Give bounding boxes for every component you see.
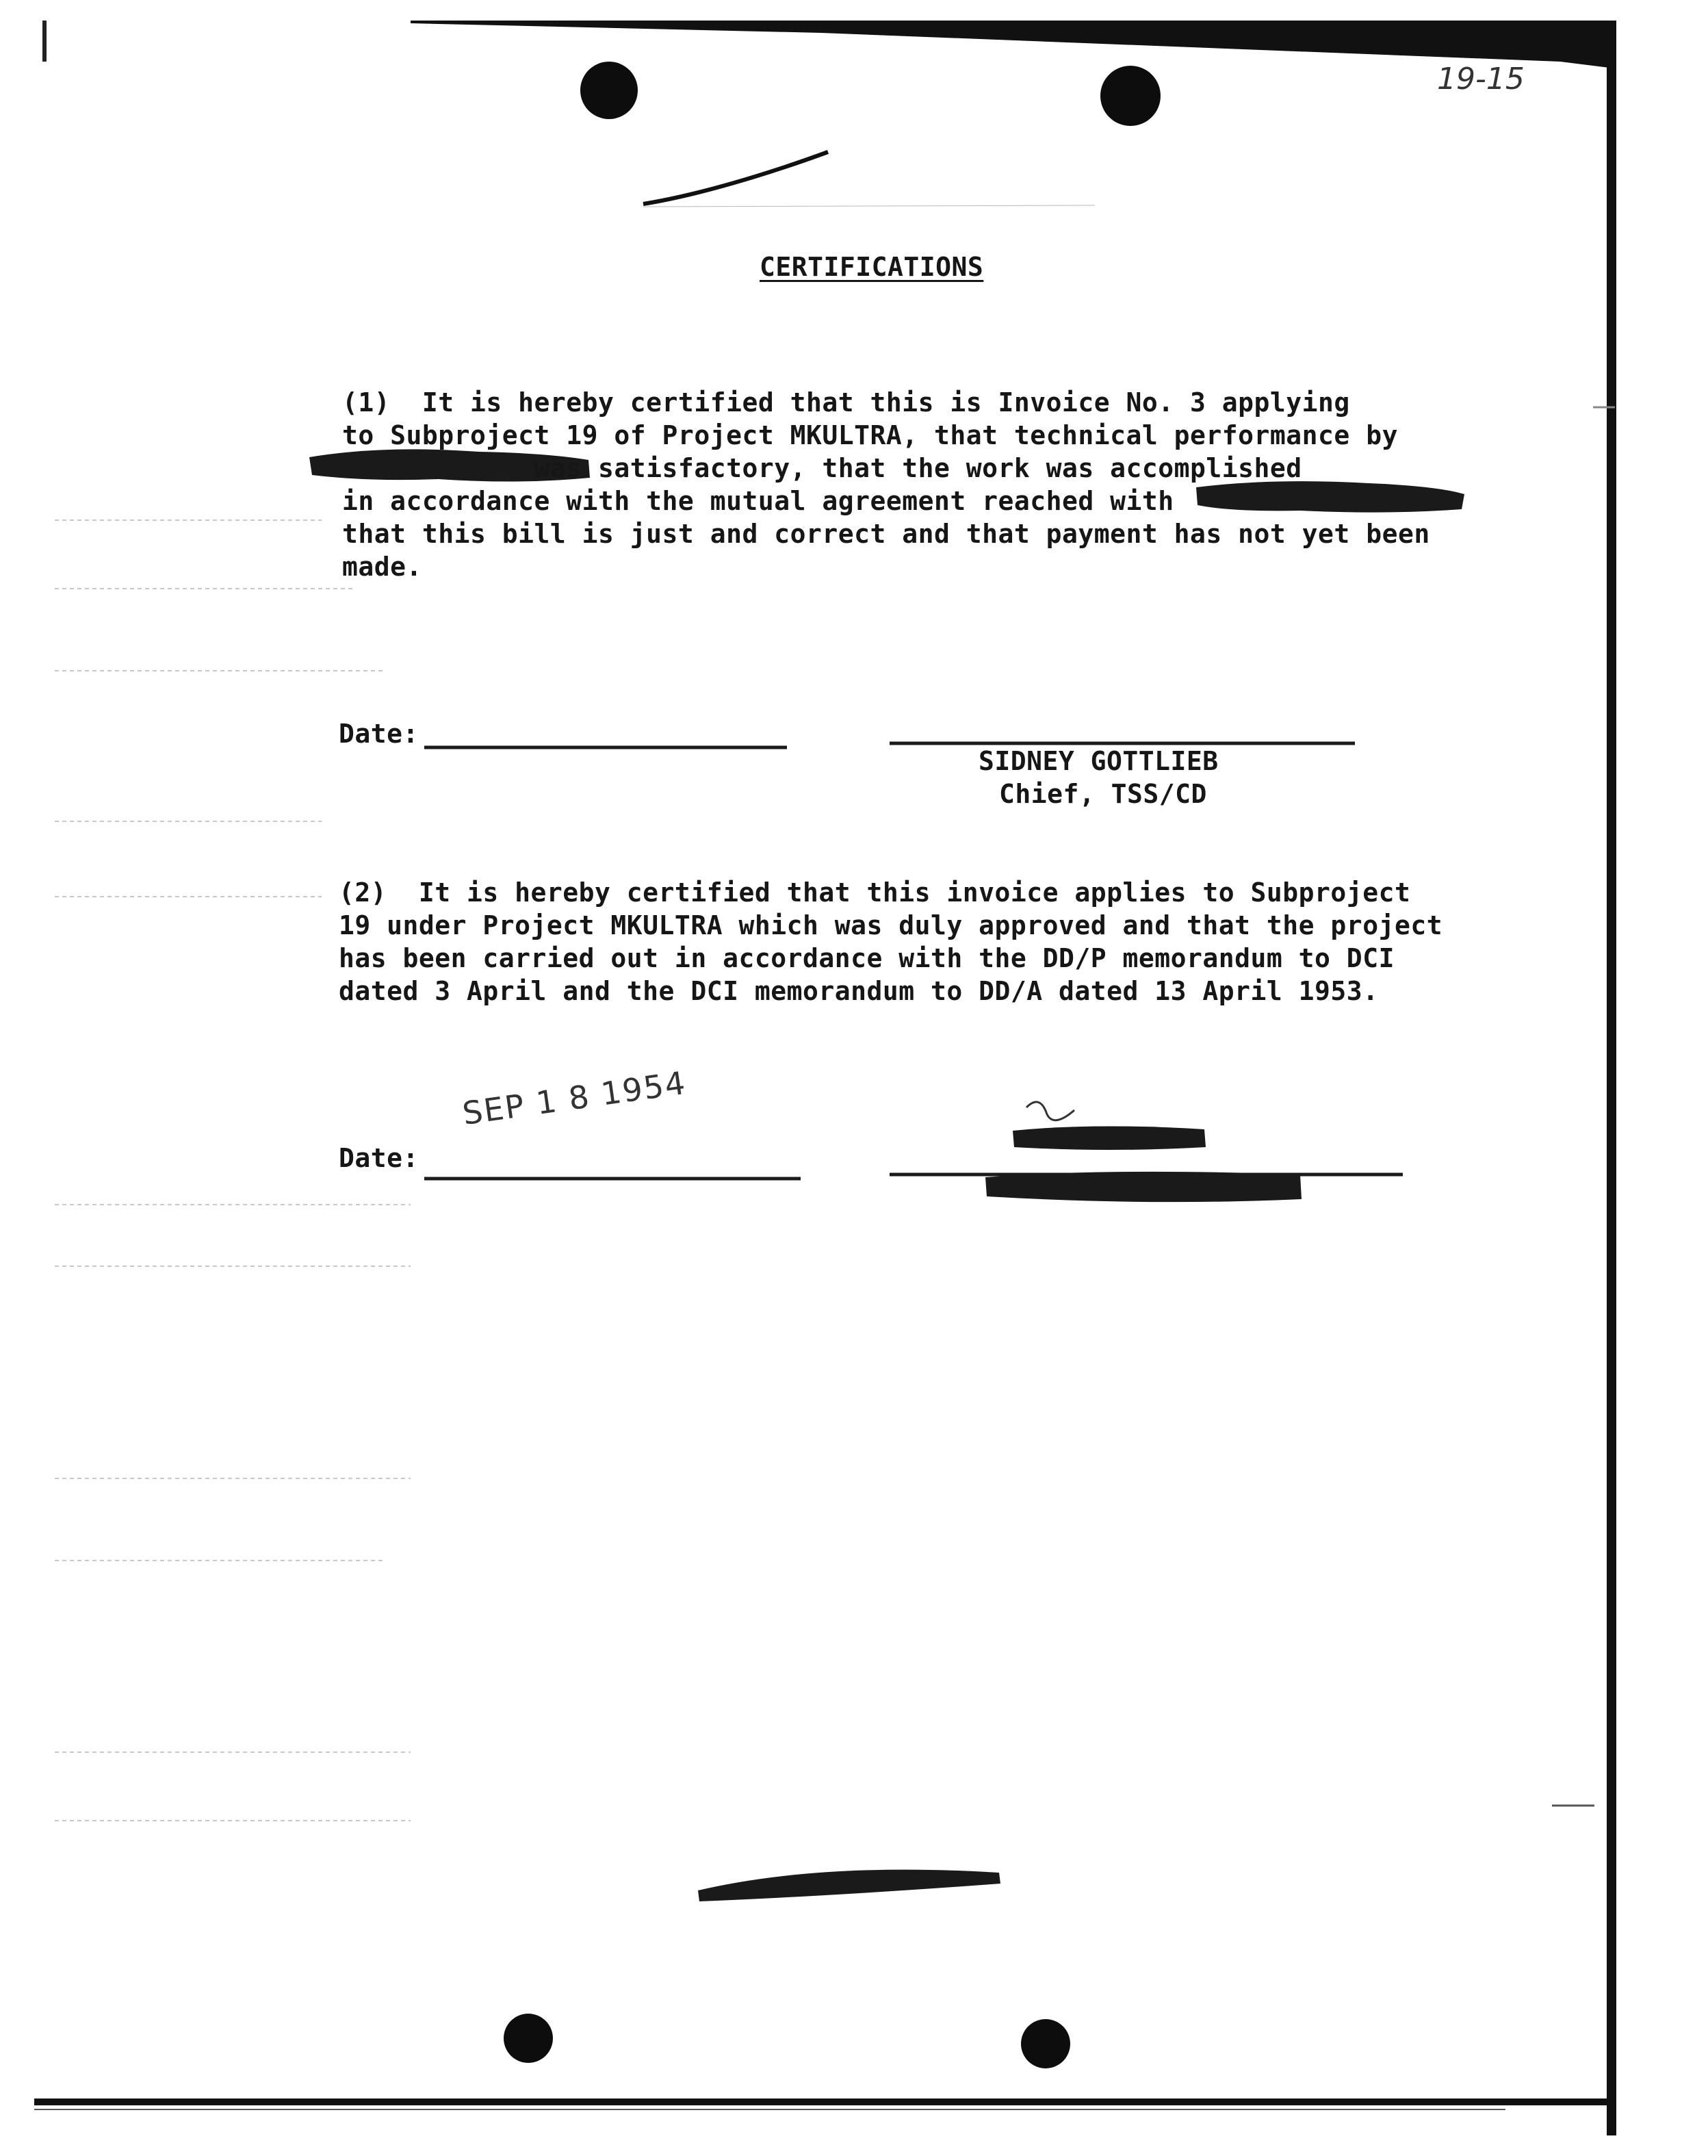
redaction-bottom bbox=[698, 1870, 1000, 1901]
cert1-line-4: in accordance with the mutual agreement reached with bbox=[342, 486, 1174, 516]
pen-stroke-top bbox=[643, 152, 828, 204]
punch-hole-bottom-left bbox=[504, 2014, 553, 2063]
cert1-signer-title: Chief, TSS/CD bbox=[999, 779, 1207, 809]
punch-hole-top-right bbox=[1100, 66, 1161, 126]
date-stamp: SEP 1 8 1954 bbox=[460, 1064, 689, 1132]
cert2-line-1: (2) It is hereby certified that this invoice applies to Subproject bbox=[339, 877, 1411, 908]
scan-border-bottom bbox=[34, 2099, 1615, 2105]
cert2-line-3: has been carried out in accordance with the DD/P memorandum to DCI bbox=[339, 943, 1395, 973]
redaction-signature-2b bbox=[985, 1172, 1302, 1202]
scan-border-top bbox=[411, 21, 1615, 68]
cert2-line-4: dated 3 April and the DCI memorandum to DD/A dated 13 April 1953. bbox=[339, 976, 1379, 1006]
cert2-line-2: 19 under Project MKULTRA which was duly approved and that the project bbox=[339, 910, 1443, 940]
cert2-date-label: Date: bbox=[339, 1143, 419, 1173]
redaction-2 bbox=[1196, 481, 1464, 512]
page-title: CERTIFICATIONS bbox=[760, 252, 984, 282]
scan-border-left bbox=[42, 21, 47, 62]
cert1-line-5: that this bill is just and correct and that payment has not yet been bbox=[342, 519, 1430, 549]
cert1-line-2: to Subproject 19 of Project MKULTRA, that technical performance by bbox=[342, 420, 1398, 450]
redaction-signature-2a bbox=[1013, 1126, 1206, 1150]
cert1-line-3: was satisfactory, that the work was accomplished bbox=[342, 453, 1302, 483]
cert1-signer-name: SIDNEY GOTTLIEB bbox=[979, 746, 1219, 776]
cert1-line-6: made. bbox=[342, 552, 422, 582]
punch-hole-bottom-right bbox=[1021, 2019, 1070, 2068]
punch-hole-top-left bbox=[580, 62, 638, 119]
cert1-date-label: Date: bbox=[339, 719, 419, 749]
page-number: 19-15 bbox=[1437, 62, 1525, 97]
cert1-line-1: (1) It is hereby certified that this is Invoice No. 3 applying bbox=[342, 387, 1350, 418]
scan-border-right bbox=[1607, 21, 1616, 2135]
